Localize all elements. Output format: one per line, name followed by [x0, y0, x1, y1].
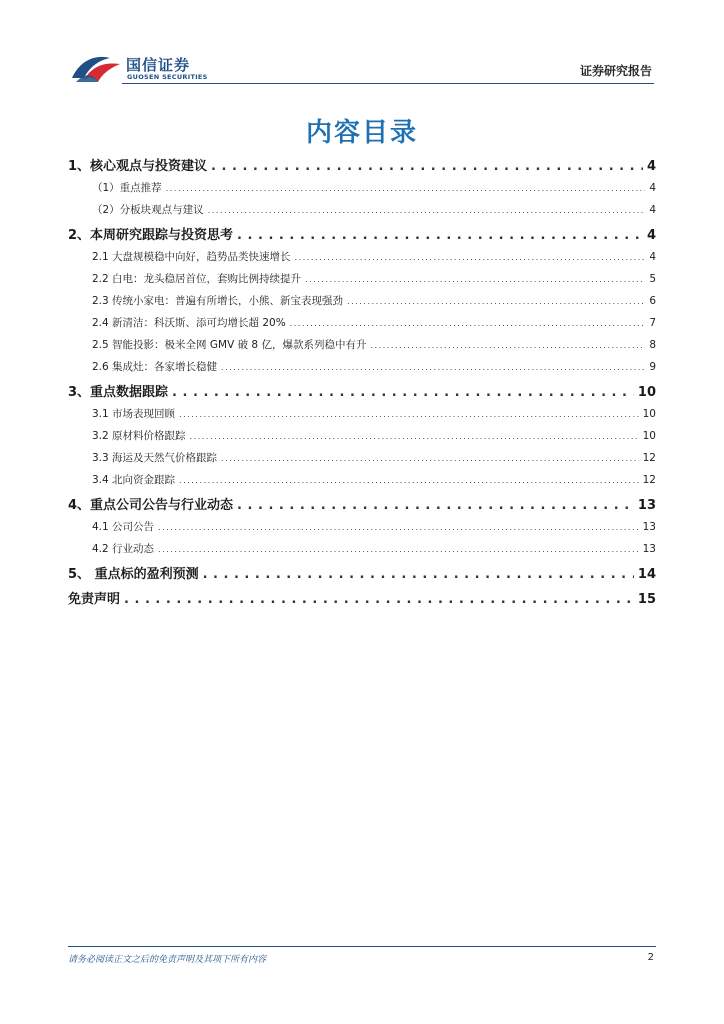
toc-entry-label: 3.1 市场表现回顾 — [92, 408, 176, 420]
toc-leader-dots — [295, 251, 646, 263]
toc-leader-dots — [221, 361, 645, 373]
toc-entry-label: （1）重点推荐 — [92, 182, 162, 194]
toc-entry-section[interactable] — [68, 563, 656, 586]
toc-leader-dots — [290, 317, 646, 329]
toc-entry-label: 3.3 海运及天然气价格跟踪 — [92, 452, 218, 464]
toc-leader-dots — [179, 408, 639, 420]
toc-entry-page: 14 — [637, 567, 656, 582]
toc-leader-dots — [237, 228, 643, 243]
toc-entry-label: 2.1 大盘规模稳中向好，趋势品类快速增长 — [92, 251, 291, 263]
toc-leader-dots — [347, 295, 645, 307]
toc-leader-dots — [166, 182, 646, 194]
page-number: 2 — [647, 952, 654, 963]
toc-entry-section[interactable] — [68, 155, 656, 178]
toc-entry-subsection[interactable] — [68, 519, 656, 540]
toc-leader-dots — [158, 543, 639, 555]
toc-entry-label: 1、核心观点与投资建议 — [68, 159, 208, 174]
toc-entry-page: 7 — [649, 317, 656, 329]
toc-entry-subsection[interactable] — [68, 359, 656, 380]
toc-entry-section[interactable] — [68, 224, 656, 247]
toc-entry-page: 10 — [637, 385, 656, 400]
toc-entry-subsection[interactable] — [68, 315, 656, 336]
toc-entry-page: 4 — [649, 182, 656, 194]
toc-entry-page: 10 — [642, 430, 656, 442]
toc-entry-page: 13 — [637, 498, 656, 513]
footer-divider — [68, 946, 656, 947]
toc-entry-subsection[interactable] — [68, 249, 656, 270]
toc-title: 内容目录 — [305, 118, 418, 148]
toc-entry-section[interactable] — [68, 588, 656, 611]
toc-leader-dots — [221, 452, 639, 464]
toc-leader-dots — [305, 273, 645, 285]
toc-entry-label: 2、本周研究跟踪与投资思考 — [68, 228, 234, 243]
guosen-logo-icon — [70, 52, 122, 86]
toc-entry-label: 3、重点数据跟踪 — [68, 385, 169, 400]
toc-entry-page: 5 — [649, 273, 656, 285]
toc-entry-label: 3.2 原材料价格跟踪 — [92, 430, 186, 442]
toc-entry-label: 4、重点公司公告与行业动态 — [68, 498, 234, 513]
toc-entry-label: 2.4 新清洁：科沃斯、添可均增长超 20% — [92, 317, 286, 329]
toc-leader-dots — [124, 592, 634, 607]
toc-leader-dots — [211, 159, 643, 174]
brand-name-cn: 国信证券 — [126, 56, 191, 74]
toc-entry-label: （2）分板块观点与建议 — [92, 204, 204, 216]
toc-entry-page: 4 — [649, 251, 656, 263]
toc-entry-subsection[interactable] — [68, 202, 656, 223]
document-type-label: 证券研究报告 — [579, 64, 652, 78]
toc-entry-page: 13 — [642, 521, 656, 533]
toc-entry-page: 10 — [642, 408, 656, 420]
brand-name-en: GUOSEN SECURITIES — [127, 73, 208, 81]
toc-entry-page: 13 — [642, 543, 656, 555]
toc-entry-label: 2.6 集成灶：各家增长稳健 — [92, 361, 218, 373]
toc-entry-label: 2.3 传统小家电：普遍有所增长，小熊、新宝表现强劲 — [92, 295, 344, 307]
toc-entry-subsection[interactable] — [68, 180, 656, 201]
toc-entry-label: 2.2 白电：龙头稳居首位，套购比例持续提升 — [92, 273, 302, 285]
toc-entry-page: 12 — [642, 474, 656, 486]
toc-entry-label: 免责声明 — [68, 592, 121, 607]
toc-entry-section[interactable] — [68, 494, 656, 517]
toc-entry-subsection[interactable] — [68, 271, 656, 292]
toc-entry-subsection[interactable] — [68, 406, 656, 427]
table-of-contents — [68, 155, 656, 613]
toc-entry-label: 5、 重点标的盈利预测 — [68, 567, 199, 582]
header-divider — [122, 83, 654, 84]
toc-entry-page: 12 — [642, 452, 656, 464]
toc-entry-subsection[interactable] — [68, 541, 656, 562]
toc-leader-dots — [179, 474, 639, 486]
toc-leader-dots — [158, 521, 639, 533]
toc-entry-section[interactable] — [68, 381, 656, 404]
toc-entry-page: 4 — [646, 159, 656, 174]
toc-entry-subsection[interactable] — [68, 337, 656, 358]
toc-entry-subsection[interactable] — [68, 450, 656, 471]
toc-entry-page: 8 — [649, 339, 656, 351]
toc-entry-subsection[interactable] — [68, 428, 656, 449]
toc-leader-dots — [370, 339, 645, 351]
toc-entry-page: 6 — [649, 295, 656, 307]
toc-entry-page: 9 — [649, 361, 656, 373]
toc-entry-subsection[interactable] — [68, 293, 656, 314]
toc-entry-page: 4 — [646, 228, 656, 243]
toc-leader-dots — [172, 385, 634, 400]
toc-entry-label: 3.4 北向资金跟踪 — [92, 474, 176, 486]
toc-entry-page: 4 — [649, 204, 656, 216]
toc-leader-dots — [190, 430, 639, 442]
toc-entry-label: 4.2 行业动态 — [92, 543, 155, 555]
toc-entry-page: 15 — [637, 592, 656, 607]
toc-leader-dots — [203, 567, 634, 582]
toc-entry-subsection[interactable] — [68, 472, 656, 493]
toc-leader-dots — [208, 204, 646, 216]
toc-entry-label: 2.5 智能投影：极米全网 GMV 破 8 亿，爆款系列稳中有升 — [92, 339, 367, 351]
toc-entry-label: 4.1 公司公告 — [92, 521, 155, 533]
toc-leader-dots — [237, 498, 634, 513]
disclaimer-note: 请务必阅读正文之后的免责声明及其项下所有内容 — [68, 955, 267, 965]
page-header — [0, 0, 724, 90]
